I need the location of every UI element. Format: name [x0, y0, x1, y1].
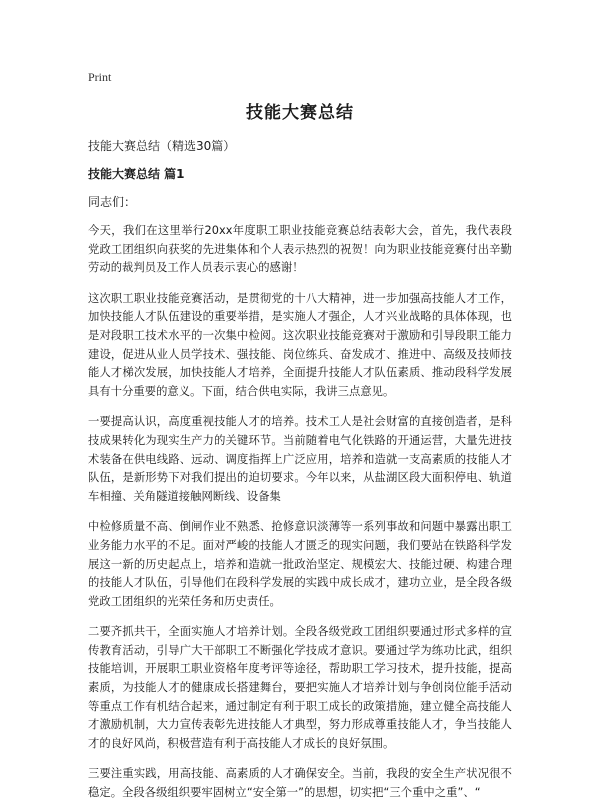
paragraph-4: 中检修质量不高、倒闸作业不熟悉、抢修意识淡薄等一系列事故和问题中暴露出职工业务能力水平的不足。面对严峻的技能人才匮乏的现实问题，我们要站在铁路科学发展这一新的历史起点上，培养和造就一批政治坚定、规模宏大、技能过硬、构建合理的技能人才队伍，引导他们在段科学发展的实践中成长成才，建功立业，是全段各级党政工团组织的光荣任务和历史责任。 — [88, 520, 512, 608]
paragraph-1: 今天，我们在这里举行20xx年度职工职业技能竞赛总结表彰大会，首先，我代表段党政工团组织向获奖的先进集体和个人表示热烈的祝贺！向为职业技能竞赛付出辛勤劳动的裁判员及工作人员表示衷心的感谢！ — [88, 224, 512, 275]
document-subtitle: 技能大赛总结（精选30篇） — [88, 139, 236, 153]
paragraph-3: 一要提高认识，高度重视技能人才的培养。技术工人是社会财富的直接创造者，是科技成果转化为现实生产力的关键环节。当前随着电气化铁路的开通运营，大量先进技术装备在供电线路、远动、调度指挥上广泛应用，培养和造就一支高素质的技能人才队伍，是新形势下对我们提出的迫切要求。今年以来，从盐湖区段大面积停电、轨道车相撞、关角隧道接触网断线、设备集 — [88, 415, 512, 503]
paragraph-2: 这次职工职业技能竞赛活动，是贯彻党的十八大精神，进一步加强高技能人才工作，加快技能人才队伍建设的重要举措，是实施人才强企，人才兴业战略的具体体现，也是对段职工技术水平的一次集中检阅。这次职业技能竞赛对于激励和引导段职工能力建设，促进从业人员学技术、强技能、岗位练兵、奋发成才、推进中、高级及技师技能人才梯次发展，加快技能人才培养，全面提升技能人才队伍素质、推动段科学发展具有十分重要的意义。下面，结合供电实际，我讲三点意见。 — [88, 291, 512, 398]
paragraph-6: 三要注重实践，用高技能、高素质的人才确保安全。当前，我段的安全生产状况很不稳定。全段各级组织要牢固树立“安全第一”的思想，切实把“三个重中之重”、“ — [88, 767, 512, 800]
section-heading: 技能大赛总结 篇1 — [88, 167, 185, 181]
salutation: 同志们： — [88, 195, 137, 209]
print-label: Print — [88, 70, 112, 84]
paragraph-5: 二要齐抓共干，全面实施人才培养计划。全段各级党政工团组织要通过形式多样的宣传教育活动，引导广大干部职工不断强化学技成才意识。要通过学为练功比武，组织技能培训，开展职工职业资格年度考评等途径，帮助职工学习技术，提升技能，提高素质，为技能人才的健康成长搭建舞台，要把实施人才培养计划与争创岗位能手活动等重点工作有机结合起来，通过制定有利于职工成长的政策措施，建立健全高技能人才激励机制，大力宣传表彰先进技能人才典型，努力形成尊重技能人才，争当技能人才的良好风尚，积极营造有利于高技能人才成长的良好氛围。 — [88, 625, 512, 750]
document-title: 技能大赛总结 — [246, 103, 354, 123]
